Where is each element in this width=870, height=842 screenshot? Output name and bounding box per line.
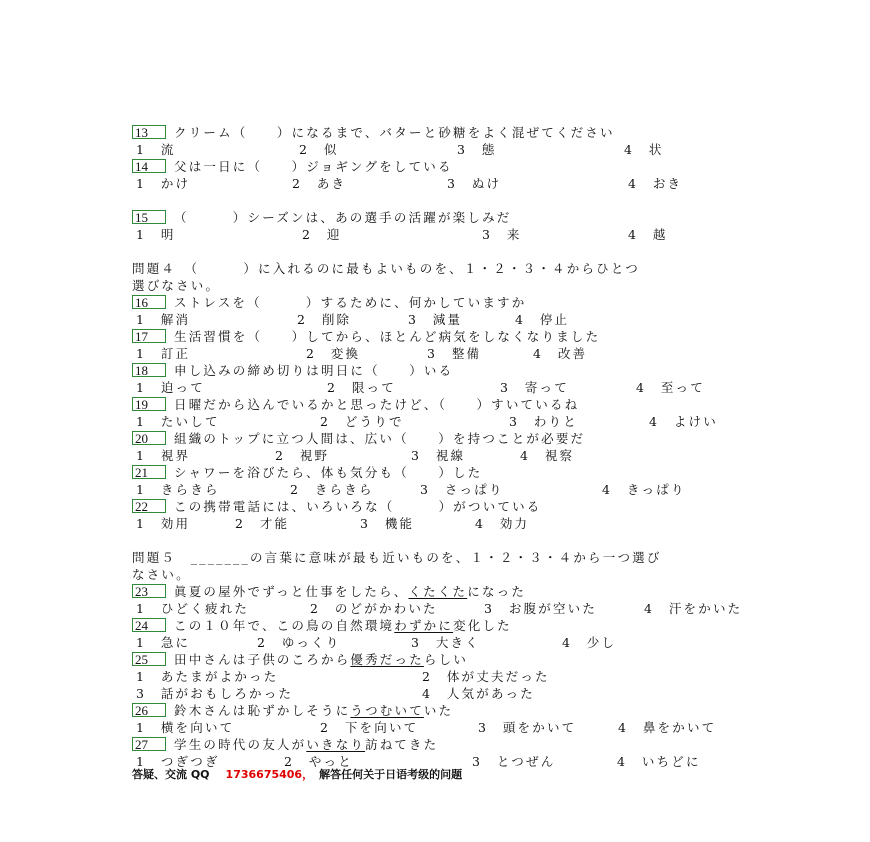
option-1: 1 かけ [136,176,191,191]
option-2: 2 どうりで [320,414,404,429]
question-number: 22 [132,499,166,513]
question-number: 19 [132,397,166,411]
question-number: 25 [132,652,166,666]
question-19 [132,396,579,413]
option-1: 1 ひどく疲れた [136,601,250,616]
option-1: 1 訂正 [136,346,191,361]
option-4: 4 視察 [520,448,575,463]
question-text: 組織のトップに立つ人間は、広い（ ）を持つことが必要だ [174,431,586,446]
question-number: 18 [132,363,166,377]
option-1: 1 明 [136,227,176,242]
option-4: 4 改善 [533,346,588,361]
option-1: 1 つぎつぎ [136,754,220,769]
question-number: 23 [132,584,166,598]
option-2: 2 ゆっくり [257,635,341,650]
underlined-word: わずかに [394,618,454,633]
question-text: クリーム（ ）になるまで、バターと砂糖をよく混ぜてください [174,125,615,140]
option-1: 1 あたまがよかった [136,669,279,684]
option-2: 2 変換 [306,346,361,361]
question-text: シャワーを浴びたら、体も気分も（ ）した [174,465,483,480]
option-3: 3 態 [457,142,497,157]
question-13 [132,124,615,141]
option-1: 1 横を向いて [136,720,235,735]
question-14 [132,158,453,175]
question-number: 24 [132,618,166,632]
question-number: 26 [132,703,166,717]
option-4: 4 汗をかいた [644,601,743,616]
question-25 [132,651,468,668]
section-4-instruction-cont: 選びなさい。 [132,278,221,293]
option-4: 4 いちどに [617,754,701,769]
question-21 [132,464,482,481]
option-3: 3 話がおもしろかった [136,686,294,701]
option-2: 2 やっと [284,754,353,769]
option-4: 4 鼻をかいて [618,720,717,735]
option-4: 4 おき [628,176,683,191]
option-2: 2 迎 [302,227,342,242]
question-22 [132,498,542,515]
question-text: （ ）シーズンは、あの選手の活躍が楽しみだ [174,210,512,225]
option-2: 2 視野 [275,448,330,463]
option-3: 3 とつぜん [472,754,556,769]
question-number: 16 [132,295,166,309]
question-26 [132,702,453,719]
option-4: 4 人気があった [422,686,535,701]
footer-label: 答疑、交流 QQ [132,768,210,781]
footer-tail: 解答任何关于日语考级的问题 [319,768,463,781]
question-text: この携帯電話には、いろいろな（ ）がついている [174,499,542,514]
question-text-pre: 鈴木さんは恥ずかしそうに [174,703,351,718]
option-3: 3 機能 [360,516,415,531]
question-text-pre: 学生の時代の友人が [174,737,307,752]
question-text-post: いた [423,703,454,718]
option-2: 2 才能 [235,516,290,531]
option-2: 2 体が丈夫だった [422,669,550,684]
underlined-word: くたくた [408,584,468,599]
question-text-pre: この１０年で、この鳥の自然環境 [174,618,395,633]
qq-number: 1736675406， [225,768,314,781]
question-text: 日曜だから込んでいるかと思ったけど、（ ）すいているね [174,397,580,412]
question-text-post: らしい [423,652,469,667]
question-number: 17 [132,329,166,343]
option-3: 3 来 [482,227,522,242]
section-5-instruction: 問題５ _______の言葉に意味が最も近いものを、１・２・３・４から一つ選び [132,550,662,565]
option-3: 3 寄って [500,380,569,395]
question-text-post: 訪ねてきた [365,737,439,752]
option-2: 2 きらきら [290,482,374,497]
option-4: 4 状 [624,142,664,157]
question-text-pre: 田中さんは子供のころから [174,652,351,667]
question-text: 申し込みの締め切りは明日に（ ）いる [174,363,454,378]
option-4: 4 少し [562,635,617,650]
option-3: 3 大きく [411,635,480,650]
option-1: 1 たいして [136,414,220,429]
question-20 [132,430,585,447]
question-number: 14 [132,159,166,173]
option-3: 3 整備 [427,346,482,361]
question-number: 13 [132,125,166,139]
underlined-word: いきなり [306,737,366,752]
option-2: 2 似 [299,142,339,157]
option-1: 1 きらきら [136,482,220,497]
underlined-word: うつむいて [350,703,424,718]
option-2: 2 下を向いて [320,720,419,735]
option-3: 3 わりと [509,414,578,429]
option-2: 2 削除 [297,312,352,327]
option-1: 1 効用 [136,516,191,531]
option-3: 3 ぬけ [447,176,502,191]
question-text: 生活習慣を（ ）してから、ほとんど病気をしなくなりました [174,329,601,344]
option-1: 1 急に [136,635,191,650]
option-4: 4 越 [628,227,668,242]
option-3: 3 さっぱり [420,482,504,497]
option-3: 3 お腹が空いた [484,601,598,616]
option-1: 1 視界 [136,448,191,463]
question-text: 父は一日に（ ）ジョギングをしている [174,159,453,174]
question-27 [132,736,438,753]
question-number: 21 [132,465,166,479]
option-1: 1 流 [136,142,176,157]
option-3: 3 視線 [411,448,466,463]
question-23 [132,583,526,600]
question-text-post: 変化した [453,618,512,633]
section-4-instruction: 問題４ （ ）に入れるのに最もよいものを、１・２・３・４からひとつ [132,261,641,276]
option-1: 1 解消 [136,312,191,327]
question-24 [132,617,512,634]
option-3: 3 頭をかいて [478,720,577,735]
option-2: 2 のどがかわいた [310,601,438,616]
underlined-word: 優秀だった [350,652,424,667]
question-15 [132,209,511,226]
question-text: ストレスを（ ）するために、何かしていますか [174,295,527,310]
section-5-instruction-cont: なさい。 [132,567,191,582]
option-3: 3 減量 [408,312,463,327]
contact-footer [132,766,462,782]
option-2: 2 限って [327,380,396,395]
question-17 [132,328,600,345]
option-2: 2 あき [292,176,347,191]
question-18 [132,362,453,379]
option-4: 4 停止 [515,312,570,327]
question-16 [132,294,526,311]
option-4: 4 至って [636,380,705,395]
question-number: 15 [132,210,166,224]
question-number: 27 [132,737,166,751]
option-4: 4 きっぱり [602,482,686,497]
question-number: 20 [132,431,166,445]
option-4: 4 効力 [475,516,530,531]
question-text-post: になった [467,584,527,599]
option-4: 4 よけい [649,414,718,429]
option-1: 1 迫って [136,380,205,395]
question-text-pre: 眞夏の屋外でずっと仕事をしたら、 [174,584,409,599]
